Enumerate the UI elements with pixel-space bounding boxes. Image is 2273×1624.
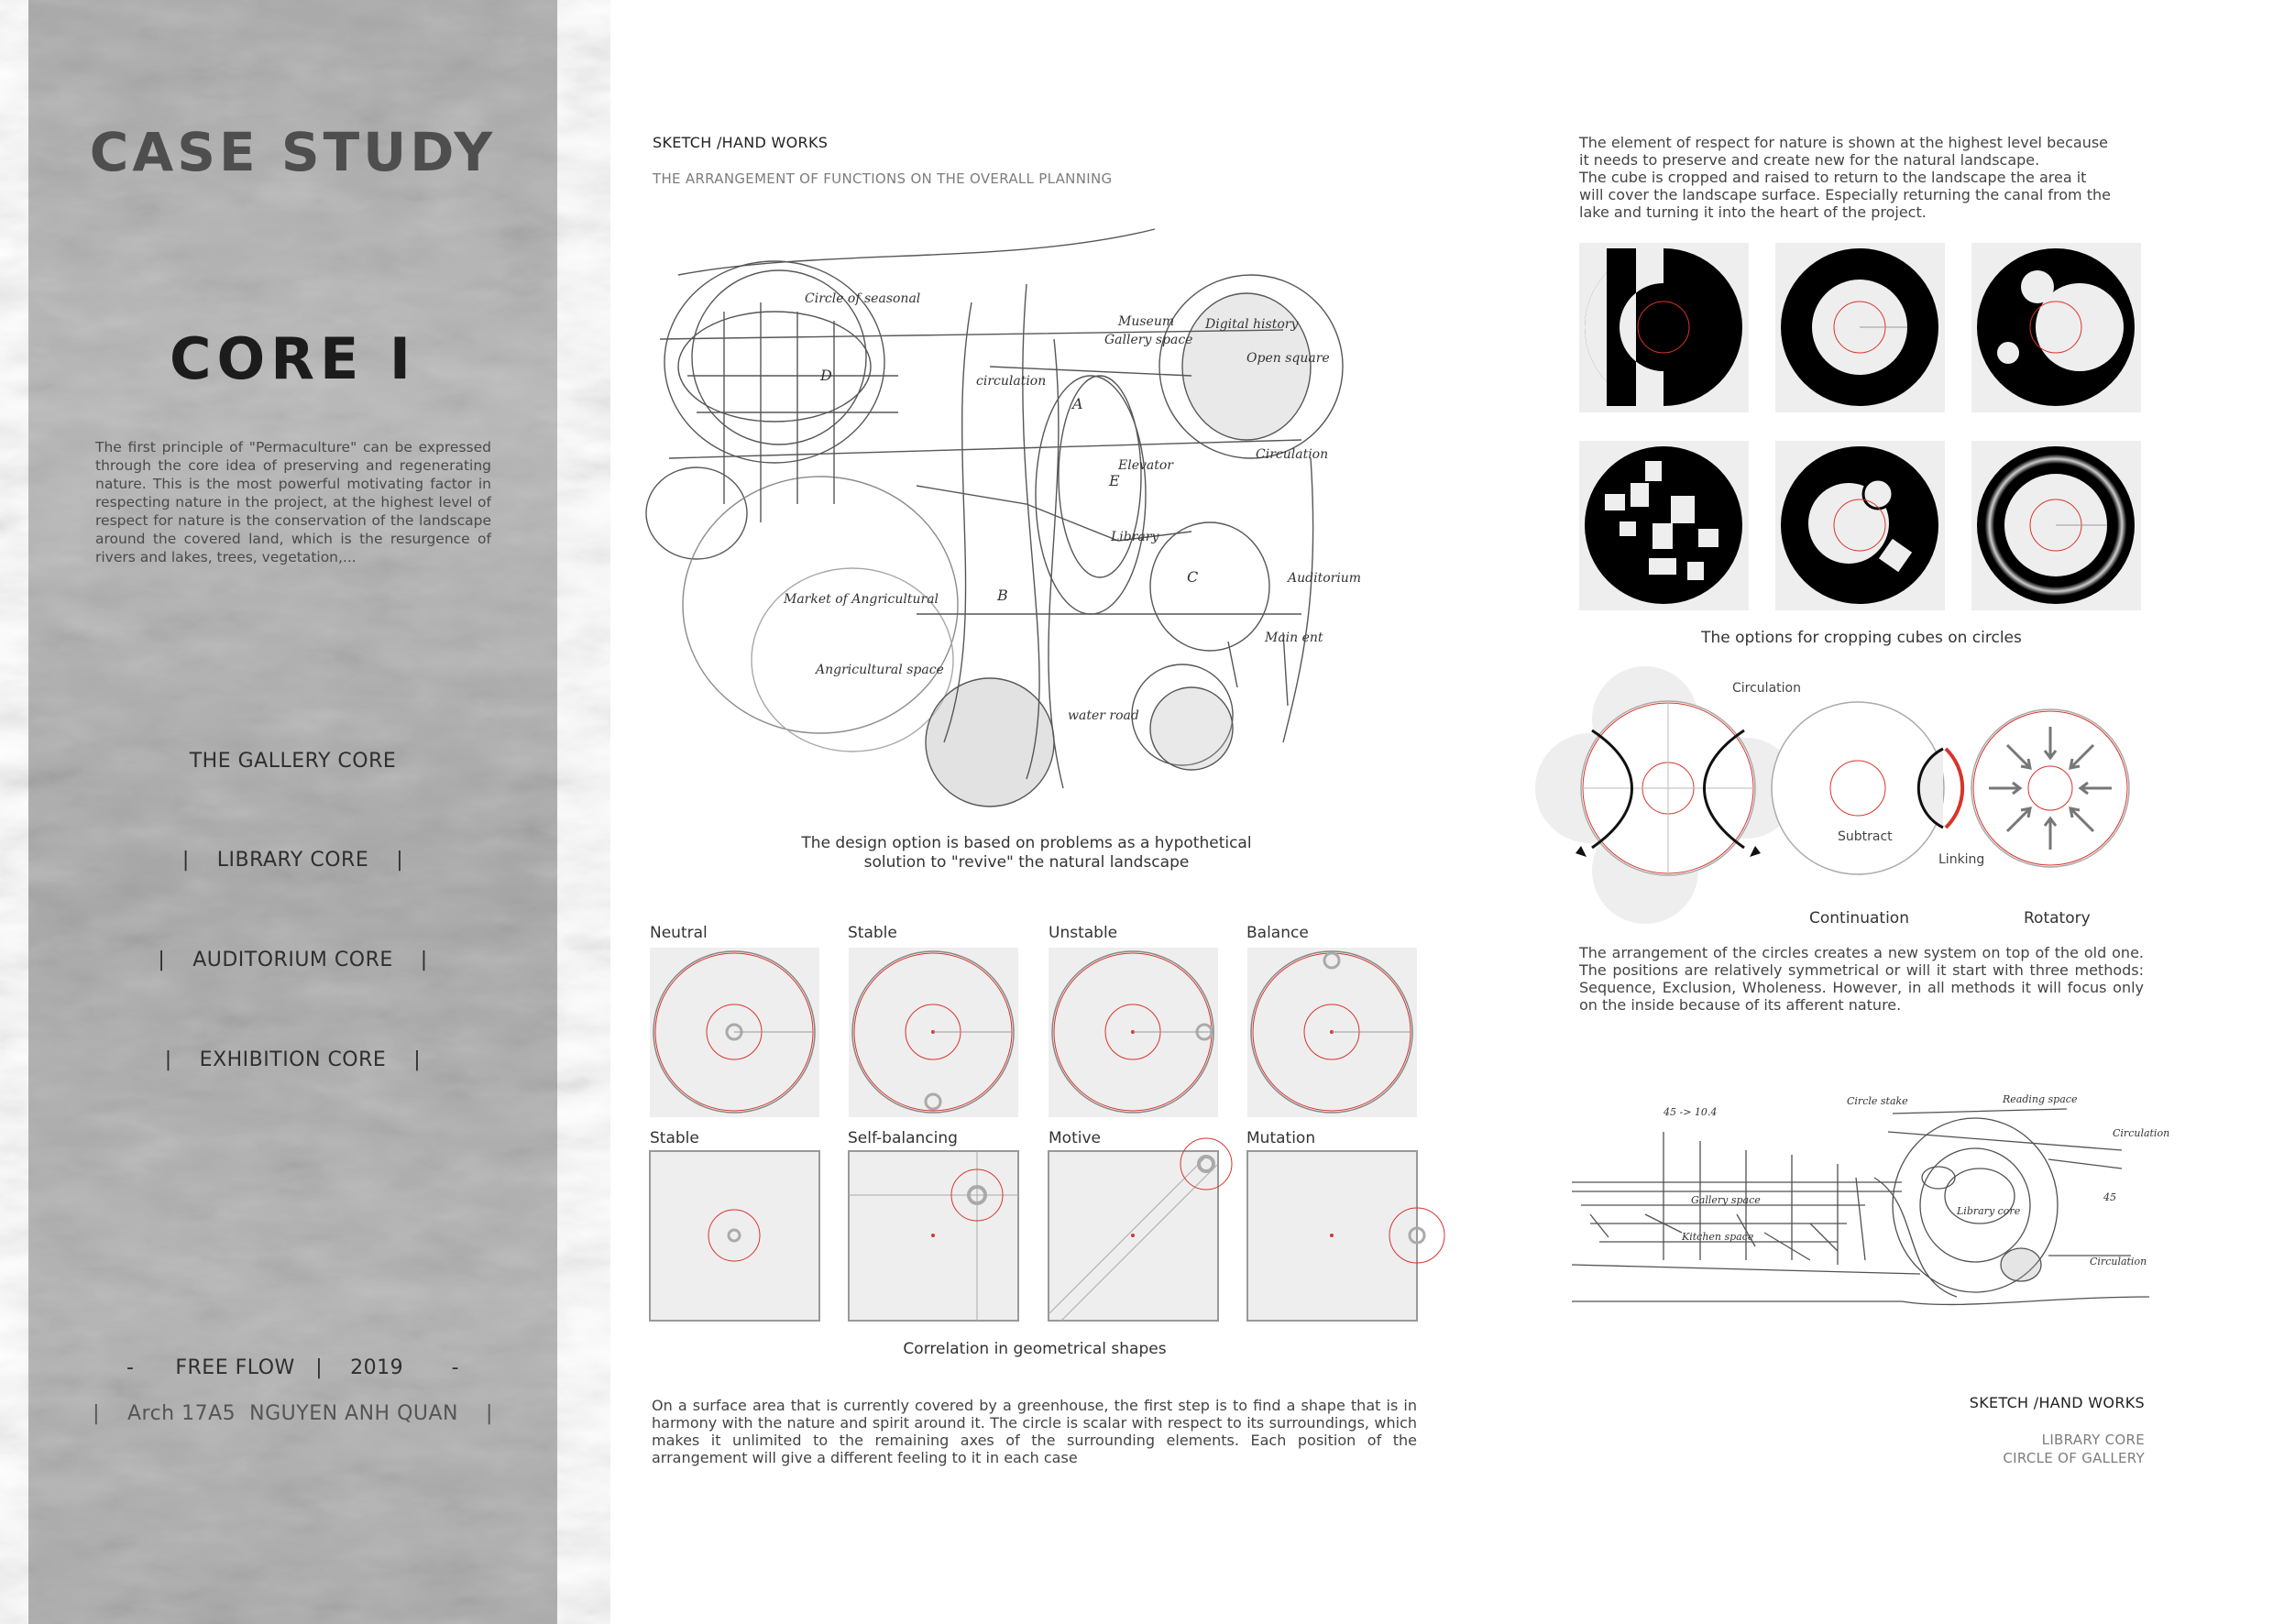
sketch-letter-d: D <box>820 367 832 384</box>
right-intro <box>1579 134 2144 221</box>
nav-exhibition-core[interactable]: | EXHIBITION CORE | <box>164 1048 422 1071</box>
sketch-label-elevator: Elevator <box>1118 458 1173 473</box>
right-footer-header: SKETCH /HAND WORKS <box>1969 1394 2145 1411</box>
nav-library-core[interactable]: | LIBRARY CORE | <box>181 849 404 872</box>
shapes-caption: Correlation in geometrical shapes <box>903 1340 1167 1358</box>
concrete-texture <box>28 0 557 1624</box>
sketch-caption-line2: solution to "revive" the natural landscape <box>863 853 1190 872</box>
right-intro-line-3: The cube is cropped and raised to return to the landscape the area it <box>1579 169 2087 186</box>
sketch-label-library: Library <box>1111 530 1159 544</box>
option-half-crop <box>1579 243 1749 412</box>
core-title: CORE I <box>170 325 416 392</box>
label-circulation: Circulation <box>1732 681 1801 696</box>
right-footer-sub2: CIRCLE OF GALLERY <box>2003 1450 2145 1466</box>
page-title: CASE STUDY <box>89 121 497 183</box>
section-label-library-core: Library core <box>1957 1205 2021 1217</box>
tile-unstable <box>1049 948 1218 1117</box>
sketch-letter-a: A <box>1072 395 1083 412</box>
tile-neutral <box>650 948 819 1117</box>
nav-auditorium-core[interactable]: | AUDITORIUM CORE | <box>158 949 428 971</box>
sketch-label-agri: Angricultural space <box>816 663 944 677</box>
circle-system-diagram <box>1535 664 2149 939</box>
label-neutral: Neutral <box>650 924 708 942</box>
sketch-label-open-square: Open square <box>1246 351 1330 366</box>
tile-motive <box>1049 1138 1232 1321</box>
option-multi-crop <box>1971 243 2141 412</box>
author-footer: | Arch 17A5 NGUYEN ANH QUAN | <box>93 1402 493 1425</box>
right-intro-line-5: lake and turning it into the heart of the project. <box>1579 203 1927 221</box>
option-center-crop <box>1775 243 1945 412</box>
sketch-label-auditorium: Auditorium <box>1288 571 1362 586</box>
sketch-label-circle-seasonal: Circle of seasonal <box>805 291 921 306</box>
section-label-gallery: Gallery space <box>1691 1194 1761 1206</box>
section-label-elevation: 45 -> 10.4 <box>1664 1106 1718 1118</box>
label-stable: Stable <box>848 924 897 942</box>
right-footer-sub1: LIBRARY CORE <box>2041 1432 2145 1448</box>
sketch-caption-line1: The design option is based on problems as a hypothetical <box>801 834 1252 852</box>
tile-self-balancing <box>849 1151 1018 1321</box>
shapes-paragraph: On a surface area that is currently covered by a greenhouse, the first step is to find a shape that is in harmony with the nature and spirit around it. The circle is scalar with respect to its surroundings, which makes it unlimited to the remaining axes of the surrounding elements. Each position of the arrangement will give a different feeling to it in each case <box>652 1397 1417 1466</box>
sketch-letter-c: C <box>1187 568 1199 586</box>
tile-balance <box>1247 948 1417 1117</box>
section-label-circle-stake: Circle stake <box>1847 1095 1908 1107</box>
option-offset-crop <box>1775 441 1945 610</box>
label-motive: Motive <box>1049 1129 1101 1147</box>
arrangement-paragraph: The arrangement of the circles creates a new system on top of the old one. The positions are relatively symmetrical or will it start with three methods: Sequence, Exclusion, Wholeness. However, in all methods it will focus only on the inside because of its afferent nature. <box>1579 944 2144 1014</box>
sketch-label-circulation-2: Circulation <box>1256 447 1329 462</box>
nav-gallery-core[interactable]: THE GALLERY CORE <box>189 750 397 773</box>
label-rotatory: Rotatory <box>2024 909 2091 927</box>
sketch-label-circulation: circulation <box>976 374 1047 389</box>
label-balance: Balance <box>1246 924 1309 942</box>
section-label-circulation-top: Circulation <box>2113 1127 2170 1139</box>
section-label-reading: Reading space <box>2003 1093 2078 1105</box>
label-subtract: Subtract <box>1838 829 1893 844</box>
sketch-letter-e: E <box>1109 472 1120 489</box>
tile-stable <box>849 948 1018 1117</box>
section-label-kitchen: Kitchen space <box>1682 1231 1754 1243</box>
right-intro-line-2: it needs to preserve and create new for the natural landscape. <box>1579 151 2040 169</box>
intro-text: The first principle of "Permaculture" can be expressed through the core idea of preserving and regenerating nature. This is the most powerful motivating factor in respecting nature in the project, at the highest level of respect for nature is the conservation of the landscape around the covered land, which is the resurgence of rivers and lakes, trees, vegetation,... <box>95 439 491 565</box>
cropping-options-grid <box>1579 243 2147 614</box>
sidebar <box>28 0 557 1624</box>
right-intro-line-4: will cover the landscape surface. Especially returning the canal from the <box>1579 186 2111 203</box>
label-unstable: Unstable <box>1049 924 1118 942</box>
tile-stable-square <box>650 1151 819 1321</box>
sketch-label-market: Market of Angricultural <box>784 592 939 607</box>
label-stable-square: Stable <box>650 1129 699 1147</box>
option-ring-crop <box>1971 441 2141 610</box>
label-mutation: Mutation <box>1246 1129 1316 1147</box>
label-continuation: Continuation <box>1809 909 1909 927</box>
sketch-label-main-ent: Main ent <box>1265 631 1323 645</box>
label-linking: Linking <box>1938 852 1985 867</box>
option-scattered-cubes <box>1579 441 1749 610</box>
section-sketch <box>1572 1077 2170 1320</box>
site-plan-sketch <box>642 229 1362 816</box>
circle-balance-row <box>650 948 1420 1120</box>
square-correlation-row <box>650 1135 1452 1327</box>
tile-mutation <box>1247 1151 1444 1321</box>
sketch-label-digital: Digital history <box>1205 317 1299 332</box>
sketch-subheader: THE ARRANGEMENT OF FUNCTIONS ON THE OVERALL PLANNING <box>653 170 1113 187</box>
sketch-letter-b: B <box>997 587 1008 604</box>
sketch-header: SKETCH /HAND WORKS <box>653 134 829 151</box>
sketch-label-museum: Museum <box>1118 314 1175 329</box>
project-footer: - FREE FLOW | 2019 - <box>126 1356 460 1379</box>
options-caption: The options for cropping cubes on circles <box>1701 629 2022 647</box>
section-label-circulation-bottom: Circulation <box>2090 1256 2147 1267</box>
sketch-label-gallery: Gallery space <box>1104 333 1193 347</box>
right-intro-line-1: The element of respect for nature is shown at the highest level because <box>1579 134 2109 151</box>
label-self-balancing: Self-balancing <box>848 1129 958 1147</box>
section-label-45: 45 <box>2103 1191 2116 1203</box>
sketch-label-water-road: water road <box>1068 708 1139 723</box>
